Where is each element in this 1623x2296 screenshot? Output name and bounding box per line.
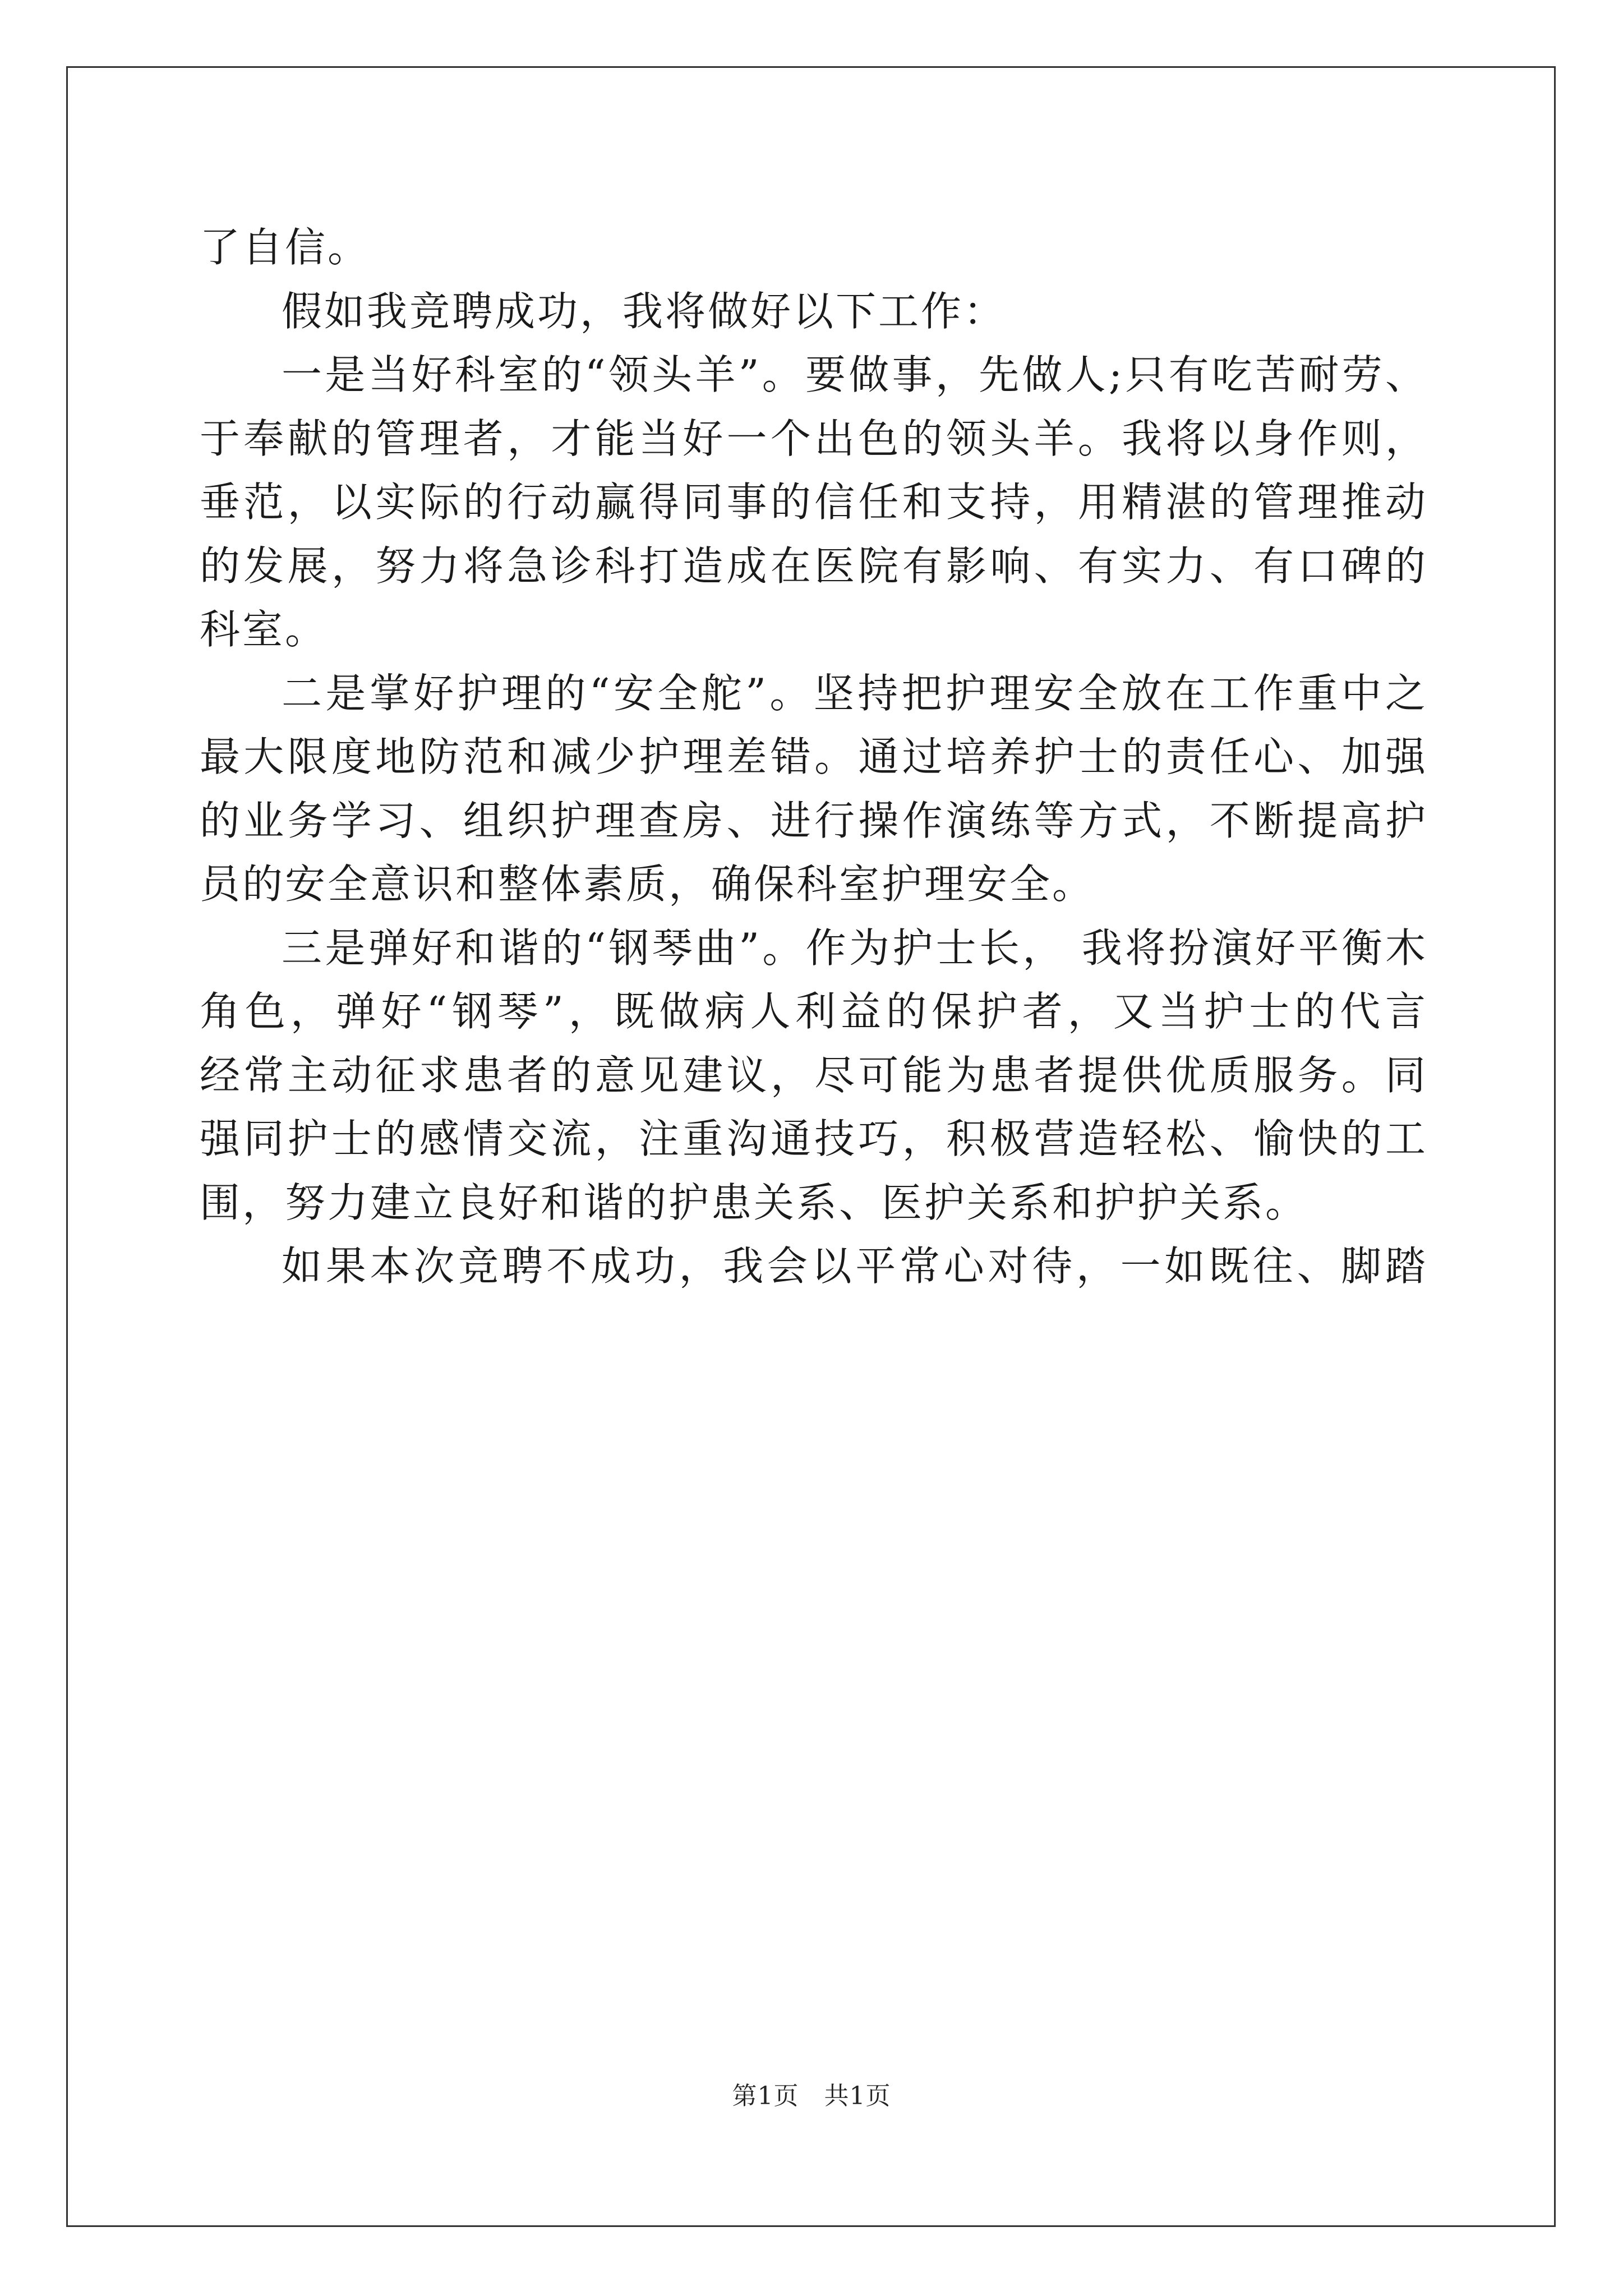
document-body xyxy=(200,216,1428,1299)
page-footer xyxy=(0,2076,1623,2111)
text-line: 三是弹好和谐的“钢琴曲”。作为护士长， 我将扮演好平衡木 xyxy=(282,924,1428,972)
text-line: 的业务学习、组织护理查房、进行操作演练等方式，不断提高护 xyxy=(200,797,1428,844)
text-line: 如果本次竞聘不成功，我会以平常心对待，一如既往、脚踏 xyxy=(282,1243,1428,1290)
text-line: 角色，弹好“钢琴”，既做病人利益的保护者，又当护士的代言 xyxy=(200,988,1428,1035)
text-line: 员的安全意识和整体素质，确保科室护理安全。 xyxy=(200,861,1095,908)
text-line: 强同护士的感情交流，注重沟通技巧，积极营造轻松、愉快的工 xyxy=(200,1115,1428,1162)
text-line: 围，努力建立良好和谐的护患关系、医护关系和护护关系。 xyxy=(200,1179,1308,1226)
text-line: 科室。 xyxy=(200,606,328,653)
text-line: 于奉献的管理者，才能当好一个出色的领头羊。我将以身作则， xyxy=(200,415,1428,462)
text-line: 了自信。 xyxy=(200,224,371,271)
text-line: 二是掌好护理的“安全舵”。坚持把护理安全放在工作重中之 xyxy=(282,669,1428,717)
text-line: 最大限度地防范和减少护理差错。通过培养护士的责任心、加强 xyxy=(200,733,1428,780)
text-line: 假如我竞聘成功，我将做好以下工作： xyxy=(282,287,1007,335)
page-number: 第1页 xyxy=(732,2082,799,2110)
text-line: 经常主动征求患者的意见建议，尽可能为患者提供优质服务。同 xyxy=(200,1051,1428,1099)
page-total: 共1页 xyxy=(824,2082,891,2110)
text-line: 的发展，努力将急诊科打造成在医院有影响、有实力、有口碑的 xyxy=(200,542,1428,590)
text-line: 一是当好科室的“领头羊”。要做事，先做人;只有吃苦耐劳、 xyxy=(282,351,1428,398)
text-line: 垂范，以实际的行动赢得同事的信任和支持，用精湛的管理推动 xyxy=(200,478,1428,526)
